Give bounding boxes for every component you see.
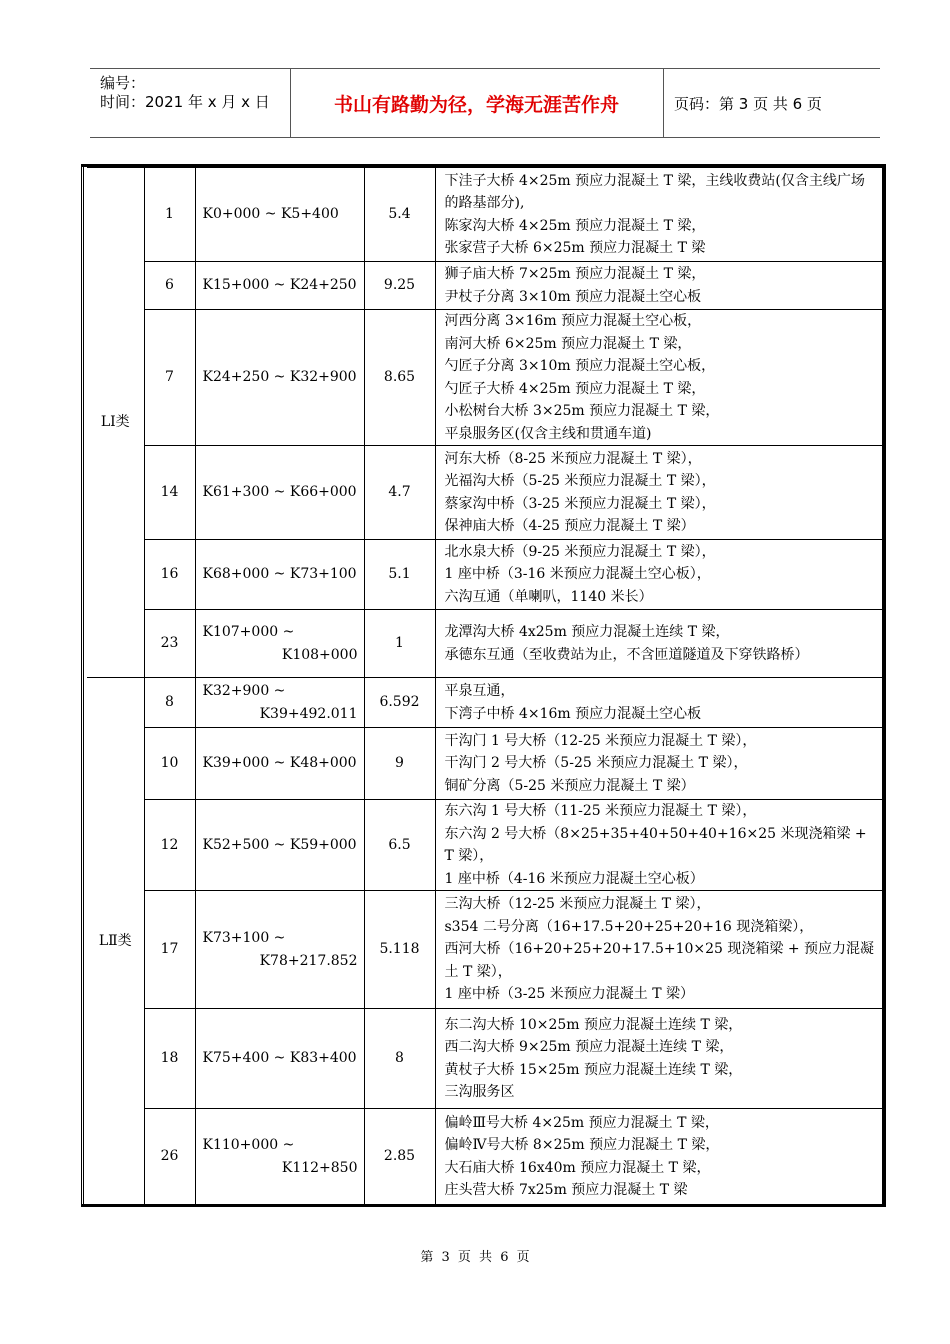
- description-line: 勺匠子分离 3×10m 预应力混凝土空心板，: [444, 358, 716, 374]
- length-km: 4.7: [364, 446, 435, 540]
- description-line: 三沟大桥（12-25 米预应力混凝土 T 梁），: [444, 896, 711, 913]
- description-line: 北水泉大桥（9-25 米预应力混凝土 T 梁），: [444, 543, 716, 560]
- description-line: 平泉服务区(仅含主线和贯通车道): [444, 425, 652, 442]
- section-number: 8: [144, 678, 195, 728]
- time-label: 时间：2021 年 x 月 x 日: [100, 93, 270, 111]
- range-end: K78+217.852: [259, 952, 358, 969]
- mileage-range: [195, 310, 364, 446]
- section-number: 17: [144, 891, 195, 1009]
- length-km: 5.1: [364, 540, 435, 610]
- table-row: [87, 446, 883, 540]
- mileage-range: [195, 1009, 364, 1109]
- description-line: 庄头营大桥 7x25m 预应力混凝土 T 梁: [444, 1182, 688, 1198]
- table-row: [87, 168, 883, 262]
- description-line: 西河大桥（16+20+25+20+17.5+10×25 现浇箱梁 + 预应力混凝土 T 梁），: [444, 941, 875, 980]
- table-row: [87, 1109, 883, 1205]
- section-number: 14: [144, 446, 195, 540]
- range-start: K52+500 ~ K59+000: [202, 836, 357, 853]
- description-line: 蔡家沟中桥（3-25 米预应力混凝土 T 梁），: [444, 495, 716, 512]
- table-row: [87, 678, 883, 728]
- description-line: 黄杖子大桥 15×25m 预应力混凝土连续 T 梁，: [444, 1061, 743, 1078]
- description-line: 龙潭沟大桥 4x25m 预应力混凝土连续 T 梁，: [444, 624, 730, 640]
- category-cell: LⅠ类: [87, 168, 144, 678]
- length-km: 1: [364, 610, 435, 678]
- structure-description: [435, 678, 883, 728]
- structure-description: [435, 262, 883, 310]
- description-line: 保神庙大桥（4-25 预应力混凝土 T 梁）: [444, 518, 695, 534]
- header-meta: [90, 69, 291, 137]
- table-row: [87, 1009, 883, 1109]
- section-number: 6: [144, 262, 195, 310]
- length-km: 2.85: [364, 1109, 435, 1205]
- description-line: 尹杖子分离 3×10m 预应力混凝土空心板: [444, 288, 702, 305]
- length-km: 9.25: [364, 262, 435, 310]
- range-start: K39+000 ~ K48+000: [202, 755, 357, 772]
- description-line: 东二沟大桥 10×25m 预应力混凝土连续 T 梁，: [444, 1016, 743, 1033]
- category-cell: LⅡ类: [87, 678, 144, 1205]
- length-km: 6.5: [364, 800, 435, 891]
- description-line: 三沟服务区: [444, 1084, 515, 1100]
- description-line: 河东大桥（8-25 米预应力混凝土 T 梁），: [444, 450, 702, 467]
- description-line: 偏岭Ⅳ号大桥 8×25m 预应力混凝土 T 梁，: [444, 1137, 720, 1153]
- mileage-range: [195, 800, 364, 891]
- description-line: 西二沟大桥 9×25m 预应力混凝土连续 T 梁，: [444, 1039, 734, 1055]
- structure-description: [435, 168, 883, 262]
- number-label: 编号：: [100, 74, 146, 92]
- section-number: 18: [144, 1009, 195, 1109]
- description-line: 1 座中桥（4-16 米预应力混凝土空心板）: [444, 870, 704, 887]
- range-start: K110+000 ~: [202, 1137, 295, 1153]
- section-number: 7: [144, 310, 195, 446]
- length-km: 8.65: [364, 310, 435, 446]
- mileage-range: [195, 891, 364, 1009]
- description-line: 干沟门 2 号大桥（5-25 米预应力混凝土 T 梁），: [444, 755, 748, 772]
- description-line: 下洼子大桥 4×25m 预应力混凝土 T 梁，主线收费站(仅含主线广场的路基部分),: [444, 172, 865, 211]
- range-start: K75+400 ~ K83+400: [202, 1050, 357, 1067]
- range-end: K112+850: [281, 1159, 358, 1176]
- range-end: K108+000: [281, 646, 358, 663]
- mileage-range: [195, 610, 364, 678]
- mileage-range: [195, 728, 364, 800]
- length-km: 8: [364, 1009, 435, 1109]
- header-page-code: 页码：第 3 页 共 6 页: [674, 94, 822, 113]
- structure-description: [435, 446, 883, 540]
- description-line: 承德东互通（至收费站为止，不含匝道隧道及下穿铁路桥）: [444, 646, 809, 663]
- structure-description: [435, 540, 883, 610]
- description-line: 干沟门 1 号大桥（12-25 米预应力混凝土 T 梁），: [444, 732, 757, 749]
- description-line: 下湾子中桥 4×16m 预应力混凝土空心板: [444, 705, 702, 722]
- description-line: 张家营子大桥 6×25m 预应力混凝土 T 梁: [444, 240, 706, 256]
- structure-description: [435, 1109, 883, 1205]
- range-start: K0+000 ~ K5+400: [202, 206, 339, 223]
- table-row: [87, 310, 883, 446]
- mileage-range: [195, 446, 364, 540]
- range-start: K107+000 ~: [202, 624, 295, 640]
- section-number: 16: [144, 540, 195, 610]
- description-line: 大石庙大桥 16x40m 预应力混凝土 T 梁，: [444, 1159, 711, 1176]
- description-line: 狮子庙大桥 7×25m 预应力混凝土 T 梁，: [444, 266, 706, 282]
- section-number: 10: [144, 728, 195, 800]
- structure-description: [435, 310, 883, 446]
- section-number: 12: [144, 800, 195, 891]
- table-row: [87, 610, 883, 678]
- description-line: 偏岭Ⅲ号大桥 4×25m 预应力混凝土 T 梁，: [444, 1114, 719, 1131]
- mileage-range: [195, 168, 364, 262]
- description-line: 河西分离 3×16m 预应力混凝土空心板，: [444, 313, 702, 329]
- description-line: 陈家沟大桥 4×25m 预应力混凝土 T 梁，: [444, 217, 706, 234]
- range-start: K73+100 ~: [202, 930, 286, 946]
- description-line: 铜矿分离（5-25 米预应力混凝土 T 梁）: [444, 777, 695, 794]
- mileage-range: [195, 1109, 364, 1205]
- length-km: 9: [364, 728, 435, 800]
- description-line: 1 座中桥（3-25 米预应力混凝土 T 梁）: [444, 986, 694, 1003]
- description-line: 东六沟 1 号大桥（11-25 米预应力混凝土 T 梁），: [444, 803, 757, 819]
- range-start: K32+900 ~: [202, 683, 286, 699]
- description-line: s354 二号分离（16+17.5+20+25+20+16 现浇箱梁），: [444, 918, 814, 935]
- mileage-range: [195, 262, 364, 310]
- table-row: [87, 540, 883, 610]
- structure-description: [435, 800, 883, 891]
- description-line: 1 座中桥（3-16 米预应力混凝土空心板），: [444, 566, 711, 583]
- range-start: K15+000 ~ K24+250: [202, 277, 357, 294]
- project-table: [81, 164, 886, 1207]
- description-line: 六沟互通（单喇叭，1140 米长）: [444, 588, 653, 605]
- description-line: 小松树台大桥 3×25m 预应力混凝土 T 梁，: [444, 403, 720, 419]
- structure-description: [435, 1009, 883, 1109]
- length-km: 5.118: [364, 891, 435, 1009]
- section-number: 1: [144, 168, 195, 262]
- page-header: [90, 68, 880, 138]
- structure-description: [435, 610, 883, 678]
- section-number: 23: [144, 610, 195, 678]
- range-end: K39+492.011: [259, 705, 358, 722]
- description-line: 光福沟大桥（5-25 米预应力混凝土 T 梁），: [444, 473, 716, 489]
- description-line: 平泉互通，: [444, 683, 515, 699]
- page-footer: 第 3 页 共 6 页: [420, 1250, 530, 1265]
- table-row: [87, 728, 883, 800]
- range-start: K24+250 ~ K32+900: [202, 369, 357, 386]
- structure-description: [435, 891, 883, 1009]
- header-motto: 书山有路勤为径，学海无涯苦作舟: [290, 69, 664, 137]
- description-line: 勺匠子大桥 4×25m 预应力混凝土 T 梁，: [444, 380, 706, 397]
- table-left-border: [81, 167, 84, 1204]
- table-row: [87, 800, 883, 891]
- mileage-range: [195, 678, 364, 728]
- mileage-range: [195, 540, 364, 610]
- length-km: 6.592: [364, 678, 435, 728]
- range-start: K61+300 ~ K66+000: [202, 484, 357, 501]
- section-number: 26: [144, 1109, 195, 1205]
- table-row: [87, 891, 883, 1009]
- description-line: 东六沟 2 号大桥（8×25+35+40+50+40+16×25 米现浇箱梁 + T 梁），: [444, 825, 867, 864]
- length-km: 5.4: [364, 168, 435, 262]
- range-start: K68+000 ~ K73+100: [202, 566, 357, 583]
- structure-description: [435, 728, 883, 800]
- description-line: 南河大桥 6×25m 预应力混凝土 T 梁，: [444, 335, 692, 352]
- table-row: [87, 262, 883, 310]
